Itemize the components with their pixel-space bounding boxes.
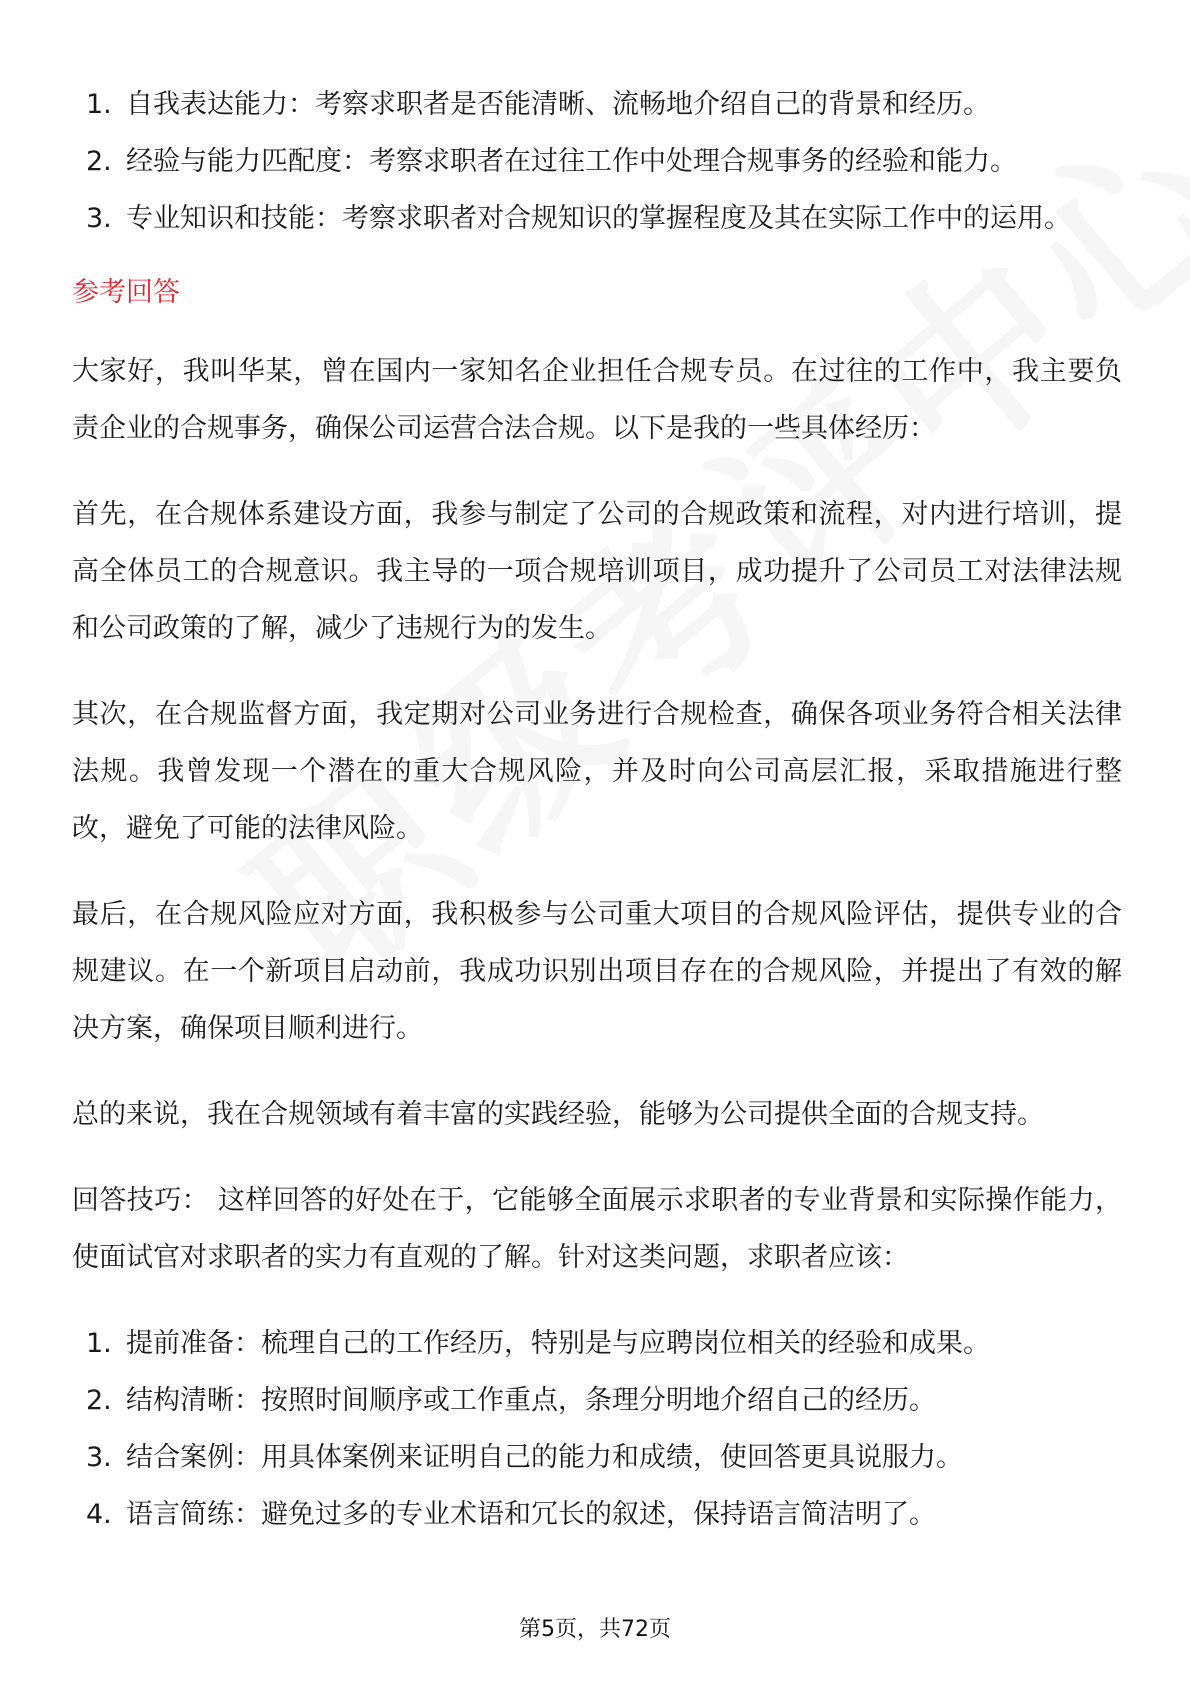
tips-list — [72, 1315, 1122, 1543]
list-text: 提前准备：梳理自己的工作经历，特别是与应聘岗位相关的经验和成果。 — [126, 1328, 990, 1359]
section-heading: 参考回答 — [72, 277, 180, 308]
paragraph-tips: 回答技巧： 这样回答的好处在于，它能够全面展示求职者的专业背景和实际操作能力，使面试官对求职者的实力有直观的了解。针对这类问题，求职者应该： — [72, 1185, 1122, 1273]
list-text: 专业知识和技能：考察求职者对合规知识的掌握程度及其在实际工作中的运用。 — [126, 203, 1071, 234]
list-item — [72, 1315, 1122, 1372]
list-item — [72, 133, 1122, 190]
intro-list — [72, 76, 1122, 247]
paragraph-summary: 总的来说，我在合规领域有着丰富的实践经验，能够为公司提供全面的合规支持。 — [72, 1099, 1044, 1130]
list-number: 1. — [86, 89, 112, 120]
page-content — [72, 76, 1122, 1543]
list-item — [72, 1429, 1122, 1486]
paragraph-last: 最后，在合规风险应对方面，我积极参与公司重大项目的合规风险评估，提供专业的合规建议。在一个新项目启动前，我成功识别出项目存在的合规风险，并提出了有效的解决方案，确保项目顺利进行。 — [72, 899, 1122, 1044]
list-number: 3. — [86, 1442, 112, 1473]
list-item — [72, 1486, 1122, 1543]
paragraph-first: 首先，在合规体系建设方面，我参与制定了公司的合规政策和流程，对内进行培训，提高全体员工的合规意识。我主导的一项合规培训项目，成功提升了公司员工对法律法规和公司政策的了解，减少了违规行为的发生。 — [72, 499, 1122, 644]
list-text: 自我表达能力：考察求职者是否能清晰、流畅地介绍自己的背景和经历。 — [126, 89, 990, 120]
list-text: 语言简练：避免过多的专业术语和冗长的叙述，保持语言简洁明了。 — [126, 1499, 936, 1530]
list-text: 经验与能力匹配度：考察求职者在过往工作中处理合规事务的经验和能力。 — [126, 146, 1017, 177]
list-number: 4. — [86, 1499, 112, 1530]
list-text: 结构清晰：按照时间顺序或工作重点，条理分明地介绍自己的经历。 — [126, 1385, 936, 1416]
page-footer: 第5页，共72页 — [519, 1617, 671, 1642]
list-number: 3. — [86, 203, 112, 234]
list-number: 2. — [86, 1385, 112, 1416]
list-number: 1. — [86, 1328, 112, 1359]
list-item — [72, 1372, 1122, 1429]
paragraph-intro: 大家好，我叫华某，曾在国内一家知名企业担任合规专员。在过往的工作中，我主要负责企业的合规事务，确保公司运营合法合规。以下是我的一些具体经历： — [72, 356, 1122, 444]
list-text: 结合案例：用具体案例来证明自己的能力和成绩，使回答更具说服力。 — [126, 1442, 963, 1473]
paragraph-second: 其次，在合规监督方面，我定期对公司业务进行合规检查，确保各项业务符合相关法律法规。我曾发现一个潜在的重大合规风险，并及时向公司高层汇报，采取措施进行整改，避免了可能的法律风险。 — [72, 699, 1122, 844]
list-item — [72, 76, 1122, 133]
list-item — [72, 190, 1122, 247]
list-number: 2. — [86, 146, 112, 177]
